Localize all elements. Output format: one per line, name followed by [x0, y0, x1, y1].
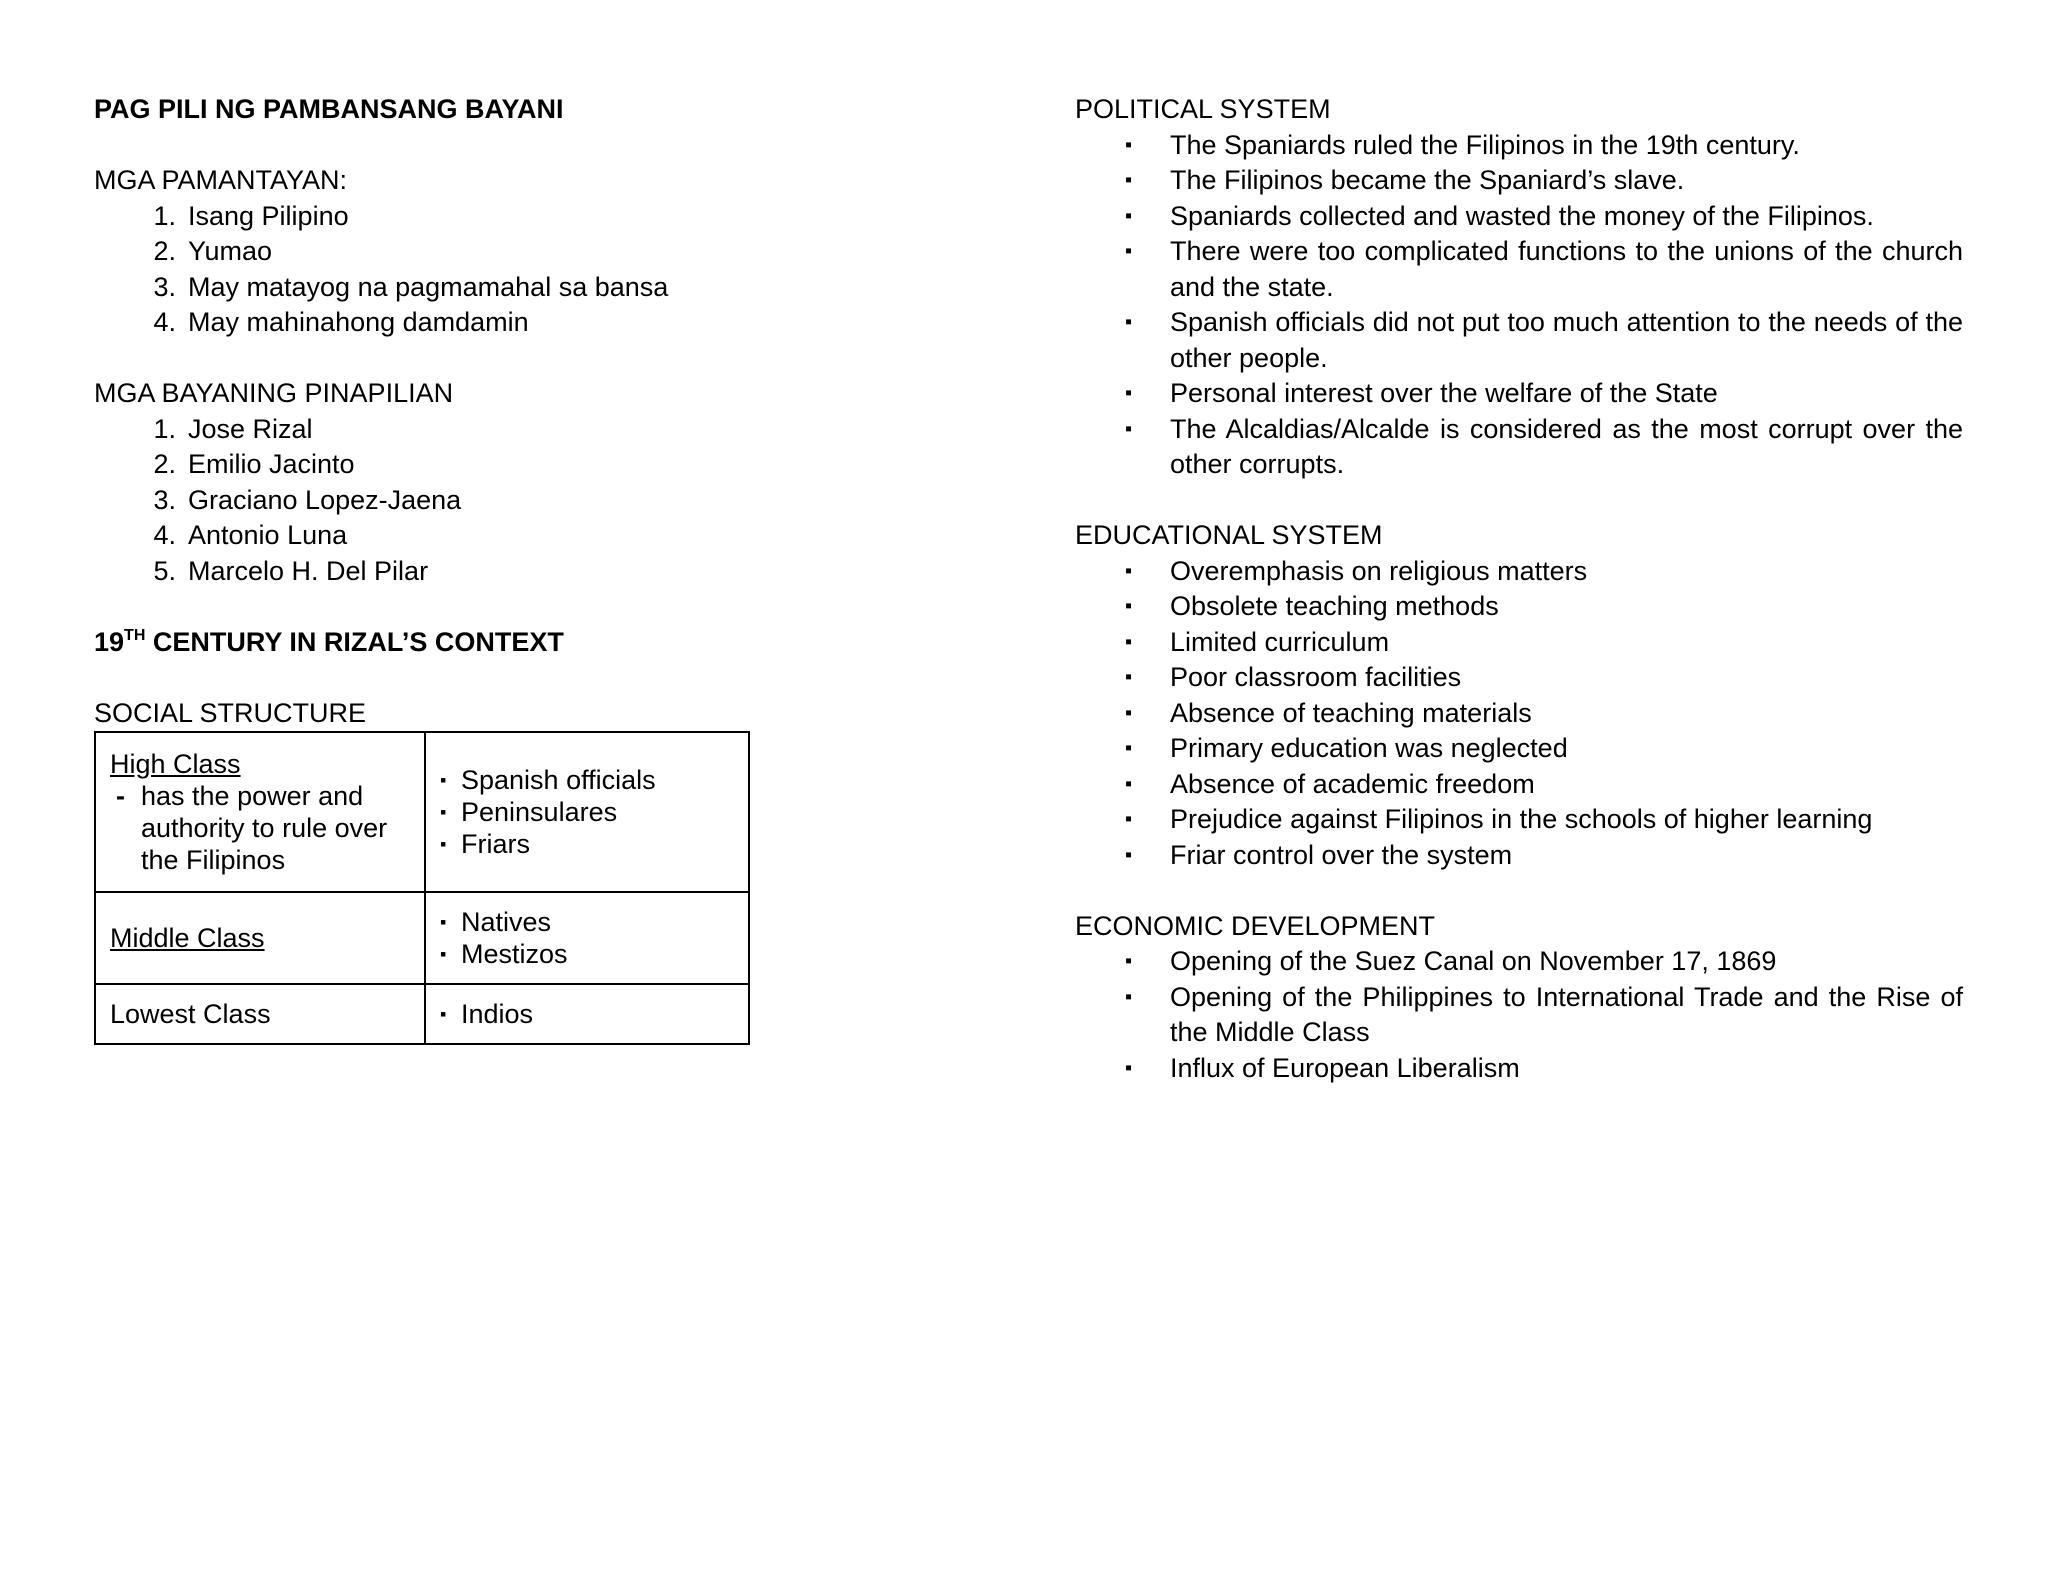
lowest-class-label: Lowest Class — [110, 999, 271, 1029]
high-class-label: High Class — [110, 749, 241, 779]
list-item: ▪ Mestizos — [440, 939, 568, 969]
social-structure-heading: SOCIAL STRUCTURE — [94, 697, 367, 728]
table-row — [95, 892, 749, 984]
list-item: 4. May mahinahong damdamin — [153, 307, 529, 337]
bayani-heading: MGA BAYANING PINAPILIAN — [94, 378, 454, 408]
list-item: ▪ The Filipinos became the Spaniard’s slave. — [1125, 165, 1685, 195]
list-item: ▪ Overemphasis on religious matters — [1125, 555, 1588, 586]
high-class-desc: - has the power and authority to rule over the Filipinos — [116, 781, 388, 875]
high-class-members — [425, 732, 749, 892]
social-structure-table — [94, 731, 750, 1045]
list-item: 3. May matayog na pagmamahal sa bansa — [153, 271, 669, 302]
century-heading: 19TH CENTURY IN RIZAL’S CONTEXT — [94, 626, 564, 657]
list-item: ▪ Opening of the Suez Canal on November 17, 1869 — [1125, 946, 1777, 976]
list-item: ▪ Absence of teaching materials — [1125, 697, 1532, 728]
list-item: ▪ Opening of the Philippines to International Trade and the Rise of the Middle Class — [1125, 981, 1963, 1047]
list-item: ▪ Spanish officials — [440, 765, 656, 795]
lowest-class-members — [425, 984, 749, 1044]
list-item: 1. Isang Pilipino — [153, 200, 349, 231]
economic-list — [1075, 944, 1963, 1086]
list-item: ▪ Natives — [440, 907, 552, 937]
educational-heading: EDUCATIONAL SYSTEM — [1075, 520, 1383, 550]
list-item: ▪ There were too complicated functions to the unions of the church and the state. — [1125, 236, 1963, 302]
list-item: ▪ Primary education was neglected — [1125, 733, 1568, 763]
list-item: ▪ Personal interest over the welfare of the State — [1125, 378, 1718, 408]
middle-class-cell — [95, 892, 425, 984]
middle-class-label: Middle Class — [110, 923, 265, 953]
list-item: 4. Antonio Luna — [153, 520, 348, 550]
list-item: ▪ The Alcaldias/Alcalde is considered as the most corrupt over the other corrupts. — [1125, 413, 1963, 479]
political-list — [1075, 128, 1963, 483]
pamantayan-heading: MGA PAMANTAYAN: — [94, 165, 348, 195]
page-title: PAG PILI NG PAMBANSANG BAYANI — [94, 94, 564, 124]
list-item: ▪ Prejudice against Filipinos in the schools of higher learning — [1125, 804, 1873, 834]
list-item: 3. Graciano Lopez-Jaena — [153, 484, 462, 515]
list-item: ▪ Limited curriculum — [1125, 626, 1390, 657]
list-item: ▪ Friar control over the system — [1125, 839, 1513, 870]
list-item: ▪ Poor classroom facilities — [1125, 662, 1462, 692]
list-item: 5. Marcelo H. Del Pilar — [153, 555, 429, 586]
left-column — [94, 92, 994, 1045]
list-item: ▪ Spanish officials did not put too much attention to the needs of the other people. — [1125, 307, 1963, 373]
list-item: ▪ Indios — [440, 999, 534, 1029]
lowest-class-cell — [95, 984, 425, 1044]
bayani-list — [94, 412, 994, 590]
list-item: ▪ Peninsulares — [440, 797, 618, 827]
right-column — [1075, 92, 1963, 1086]
list-item: ▪ Friars — [440, 829, 530, 859]
middle-class-members — [425, 892, 749, 984]
list-item: ▪ Influx of European Liberalism — [1125, 1052, 1520, 1083]
list-item: 2. Emilio Jacinto — [153, 449, 355, 479]
pamantayan-list — [94, 199, 994, 341]
table-row — [95, 732, 749, 892]
high-class-cell — [95, 732, 425, 892]
list-item: 2. Yumao — [153, 236, 273, 266]
political-heading: POLITICAL SYSTEM — [1075, 94, 1331, 124]
list-item: ▪ The Spaniards ruled the Filipinos in the 19th century. — [1125, 129, 1800, 160]
educational-list — [1075, 554, 1963, 874]
table-row — [95, 984, 749, 1044]
list-item: ▪ Absence of academic freedom — [1125, 768, 1535, 799]
list-item: ▪ Spaniards collected and wasted the money of the Filipinos. — [1125, 200, 1874, 231]
economic-heading: ECONOMIC DEVELOPMENT — [1075, 910, 1436, 941]
list-item: ▪ Obsolete teaching methods — [1125, 591, 1499, 621]
list-item: 1. Jose Rizal — [153, 413, 313, 444]
